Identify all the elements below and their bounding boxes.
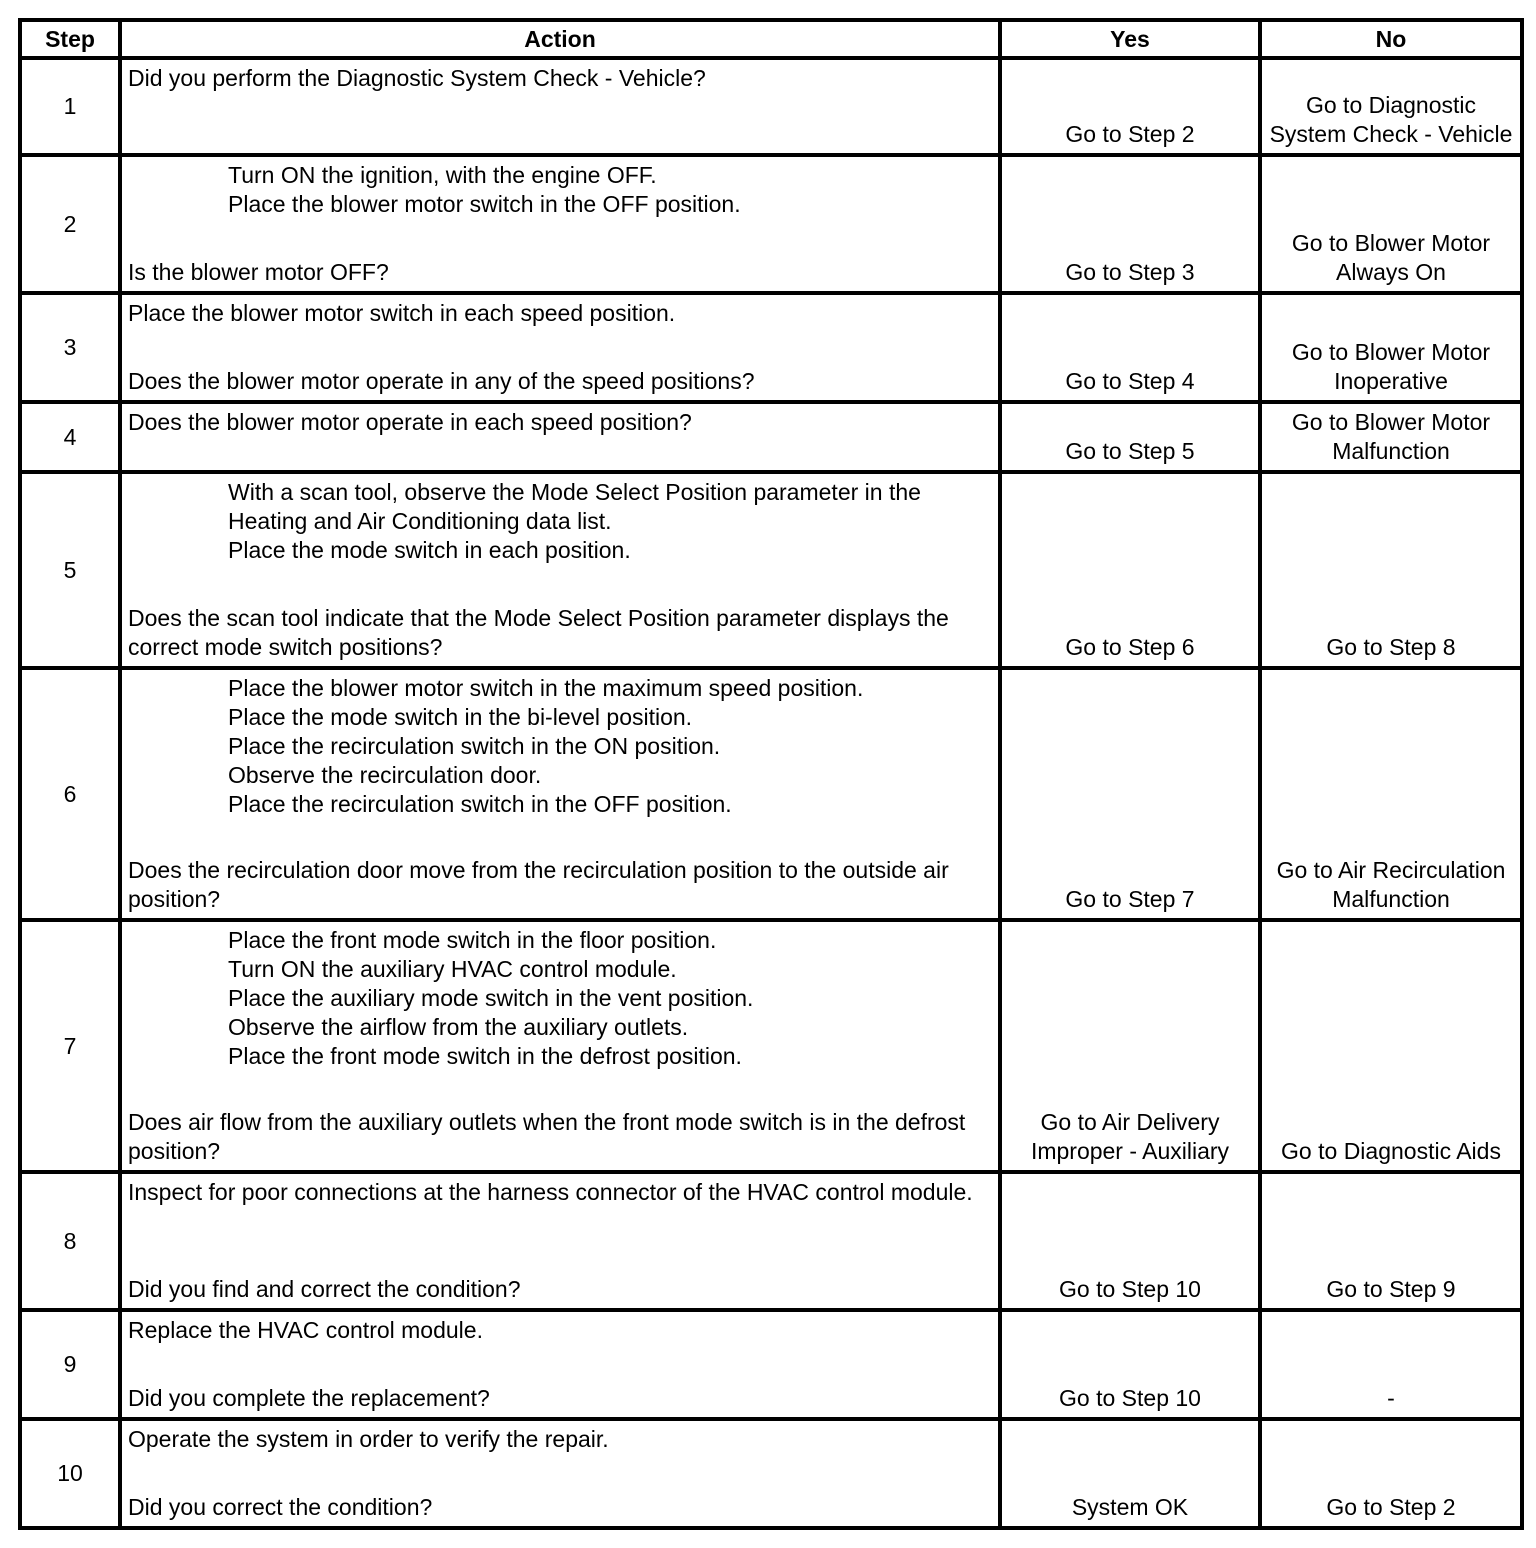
action-text: Does the blower motor operate in each speed position? xyxy=(128,409,692,435)
no-result: Go to Blower Motor Malfunction xyxy=(1260,402,1522,472)
step-number: 4 xyxy=(20,402,120,472)
action-cell xyxy=(120,155,1000,293)
header-step: Step xyxy=(20,20,120,58)
action-question: Does the scan tool indicate that the Mode Select Position parameter displays the correct mode switch positions? xyxy=(128,605,949,660)
action-text: Did you perform the Diagnostic System Check - Vehicle? xyxy=(128,65,706,91)
action-text: Place the blower motor switch in each speed position. xyxy=(128,300,676,326)
table-row xyxy=(20,1419,1522,1528)
action-substep: Place the blower motor switch in the OFF position. xyxy=(228,191,741,217)
step-number: 2 xyxy=(20,155,120,293)
action-substep: Place the mode switch in the bi-level position. xyxy=(228,704,693,730)
header-row xyxy=(20,20,1522,58)
yes-result: Go to Step 10 xyxy=(1000,1172,1260,1310)
step-number: 10 xyxy=(20,1419,120,1528)
action-question: Does the recirculation door move from the recirculation position to the outside air position? xyxy=(128,857,949,912)
action-substep: Place the auxiliary mode switch in the vent position. xyxy=(228,985,754,1011)
action-substep: Place the front mode switch in the defrost position. xyxy=(228,1043,742,1069)
table-row xyxy=(20,1172,1522,1310)
table-row xyxy=(20,402,1522,472)
action-substep: Observe the recirculation door. xyxy=(228,762,542,788)
action-substep: Turn ON the ignition, with the engine OFF. xyxy=(228,162,657,188)
diagnostic-table xyxy=(18,18,1524,1530)
yes-result: Go to Step 7 xyxy=(1000,668,1260,920)
action-cell xyxy=(120,1419,1000,1528)
action-cell xyxy=(120,1310,1000,1419)
action-substep: Place the mode switch in each position. xyxy=(228,537,631,563)
action-substep: Observe the airflow from the auxiliary outlets. xyxy=(228,1014,689,1040)
table-row xyxy=(20,920,1522,1172)
no-result: Go to Step 8 xyxy=(1260,472,1522,668)
action-cell xyxy=(120,58,1000,155)
header-yes: Yes xyxy=(1000,20,1260,58)
table-row xyxy=(20,472,1522,668)
header-action: Action xyxy=(120,20,1000,58)
action-substep: With a scan tool, observe the Mode Select Position parameter in the Heating and Air Conditioning data list. xyxy=(228,479,921,534)
action-cell xyxy=(120,920,1000,1172)
action-text: Operate the system in order to verify the repair. xyxy=(128,1426,609,1452)
action-cell xyxy=(120,668,1000,920)
yes-result: Go to Step 10 xyxy=(1000,1310,1260,1419)
yes-result: Go to Step 6 xyxy=(1000,472,1260,668)
action-substep: Place the front mode switch in the floor position. xyxy=(228,927,717,953)
step-number: 1 xyxy=(20,58,120,155)
table-row xyxy=(20,1310,1522,1419)
no-result: Go to Step 9 xyxy=(1260,1172,1522,1310)
action-substep: Place the recirculation switch in the OFF position. xyxy=(228,791,732,817)
yes-result: Go to Step 5 xyxy=(1000,402,1260,472)
action-text: Replace the HVAC control module. xyxy=(128,1317,483,1343)
action-substep: Turn ON the auxiliary HVAC control module. xyxy=(228,956,677,982)
table-row xyxy=(20,293,1522,402)
action-cell xyxy=(120,402,1000,472)
yes-result: Go to Air Delivery Improper - Auxiliary xyxy=(1000,920,1260,1172)
yes-result: Go to Step 4 xyxy=(1000,293,1260,402)
action-substep: Place the blower motor switch in the maximum speed position. xyxy=(228,675,864,701)
no-result: Go to Step 2 xyxy=(1260,1419,1522,1528)
yes-result: Go to Step 2 xyxy=(1000,58,1260,155)
step-number: 5 xyxy=(20,472,120,668)
yes-result: System OK xyxy=(1000,1419,1260,1528)
table-row xyxy=(20,155,1522,293)
step-number: 9 xyxy=(20,1310,120,1419)
action-question: Did you correct the condition? xyxy=(128,1494,433,1520)
no-result: Go to Diagnostic Aids xyxy=(1260,920,1522,1172)
no-result: Go to Air Recirculation Malfunction xyxy=(1260,668,1522,920)
no-result: Go to Blower Motor Inoperative xyxy=(1260,293,1522,402)
no-result: Go to Diagnostic System Check - Vehicle xyxy=(1260,58,1522,155)
action-question: Did you find and correct the condition? xyxy=(128,1276,521,1302)
action-substep: Place the recirculation switch in the ON position. xyxy=(228,733,721,759)
step-number: 6 xyxy=(20,668,120,920)
action-question: Does the blower motor operate in any of the speed positions? xyxy=(128,368,755,394)
yes-result: Go to Step 3 xyxy=(1000,155,1260,293)
no-result: Go to Blower Motor Always On xyxy=(1260,155,1522,293)
action-question: Is the blower motor OFF? xyxy=(128,259,389,285)
table-row xyxy=(20,58,1522,155)
action-cell xyxy=(120,472,1000,668)
action-question: Did you complete the replacement? xyxy=(128,1385,490,1411)
step-number: 3 xyxy=(20,293,120,402)
action-cell xyxy=(120,1172,1000,1310)
action-text: Inspect for poor connections at the harness connector of the HVAC control module. xyxy=(128,1179,973,1205)
table-row xyxy=(20,668,1522,920)
action-cell xyxy=(120,293,1000,402)
header-no: No xyxy=(1260,20,1522,58)
step-number: 7 xyxy=(20,920,120,1172)
step-number: 8 xyxy=(20,1172,120,1310)
no-result: - xyxy=(1260,1310,1522,1419)
action-question: Does air flow from the auxiliary outlets when the front mode switch is in the defrost position? xyxy=(128,1109,966,1164)
